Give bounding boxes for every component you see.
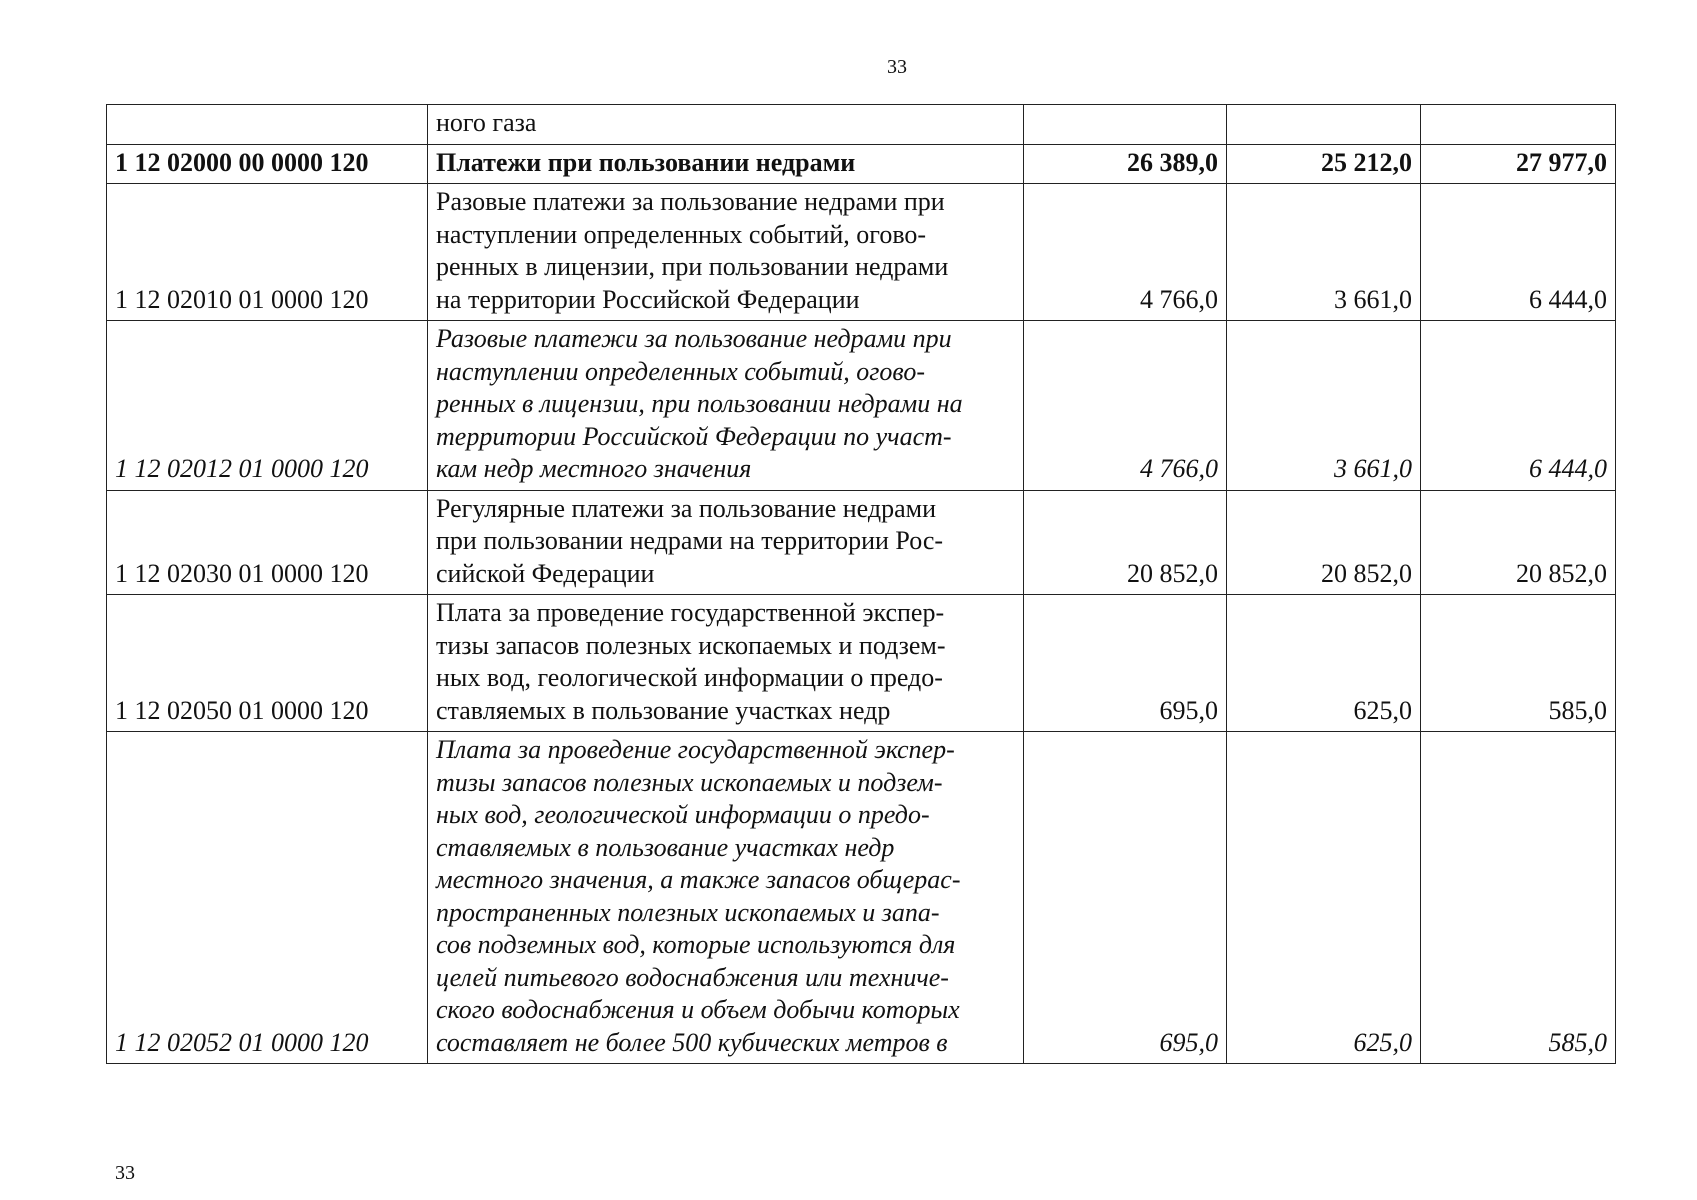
row-value-2: [1227, 105, 1421, 145]
row-value-2: 3 661,0: [1227, 184, 1421, 321]
row-value-2: 20 852,0: [1227, 490, 1421, 595]
row-name: Плата за проведение государственной экспер- тизы запасов полезных ископаемых и подзем- ных вод, геологической информации о предо- ставляемых в пользование участках недр: [428, 595, 1024, 732]
table-row: [107, 490, 1616, 595]
row-value-2: 625,0: [1227, 732, 1421, 1064]
table-row: [107, 321, 1616, 491]
table-row: [107, 184, 1616, 321]
row-value-2: 625,0: [1227, 595, 1421, 732]
row-value-3: 6 444,0: [1421, 184, 1616, 321]
row-code: 1 12 02012 01 0000 120: [107, 321, 428, 491]
row-code: 1 12 02030 01 0000 120: [107, 490, 428, 595]
row-value-3: 585,0: [1421, 732, 1616, 1064]
row-value-1: 695,0: [1024, 732, 1227, 1064]
row-code: 1 12 02052 01 0000 120: [107, 732, 428, 1064]
row-value-1: 4 766,0: [1024, 184, 1227, 321]
row-code: [107, 105, 428, 145]
row-name: Плата за проведение государственной экспер- тизы запасов полезных ископаемых и подзем- ных вод, геологической информации о предо- ставляемых в пользование участках недр местного значения, а также запасов общерас- пространенных полезных ископаемых и запа- сов подземных вод, которые используются для целей питьевого водоснабжения или техниче- ского водоснабжения и объем добычи которых составляет не более 500 кубических метров в: [428, 732, 1024, 1064]
page-number-top: 33: [887, 56, 907, 78]
row-name: Регулярные платежи за пользование недрами при пользовании недрами на территории Рос- сийской Федерации: [428, 490, 1024, 595]
row-value-3: 20 852,0: [1421, 490, 1616, 595]
row-value-3: 6 444,0: [1421, 321, 1616, 491]
table-row: [107, 144, 1616, 184]
row-code: 1 12 02000 00 0000 120: [107, 144, 428, 184]
row-code: 1 12 02010 01 0000 120: [107, 184, 428, 321]
budget-revenue-table: [106, 104, 1616, 1064]
table-row: [107, 595, 1616, 732]
row-value-1: 4 766,0: [1024, 321, 1227, 491]
row-value-2: 3 661,0: [1227, 321, 1421, 491]
row-name: ного газа: [428, 105, 1024, 145]
row-code: 1 12 02050 01 0000 120: [107, 595, 428, 732]
row-value-2: 25 212,0: [1227, 144, 1421, 184]
row-name: Разовые платежи за пользование недрами при наступлении определенных событий, огово- ренных в лицензии, при пользовании недрами на территории Российской Федерации: [428, 184, 1024, 321]
row-value-1: 20 852,0: [1024, 490, 1227, 595]
row-value-3: [1421, 105, 1616, 145]
table-row: [107, 732, 1616, 1064]
table-row: [107, 105, 1616, 145]
row-value-1: [1024, 105, 1227, 145]
row-value-3: 585,0: [1421, 595, 1616, 732]
row-value-1: 695,0: [1024, 595, 1227, 732]
row-name: Платежи при пользовании недрами: [428, 144, 1024, 184]
page-number-bottom: 33: [115, 1162, 135, 1184]
row-value-1: 26 389,0: [1024, 144, 1227, 184]
row-value-3: 27 977,0: [1421, 144, 1616, 184]
row-name: Разовые платежи за пользование недрами при наступлении определенных событий, огово- ренных в лицензии, при пользовании недрами на территории Российской Федерации по участ- кам недр местного значения: [428, 321, 1024, 491]
